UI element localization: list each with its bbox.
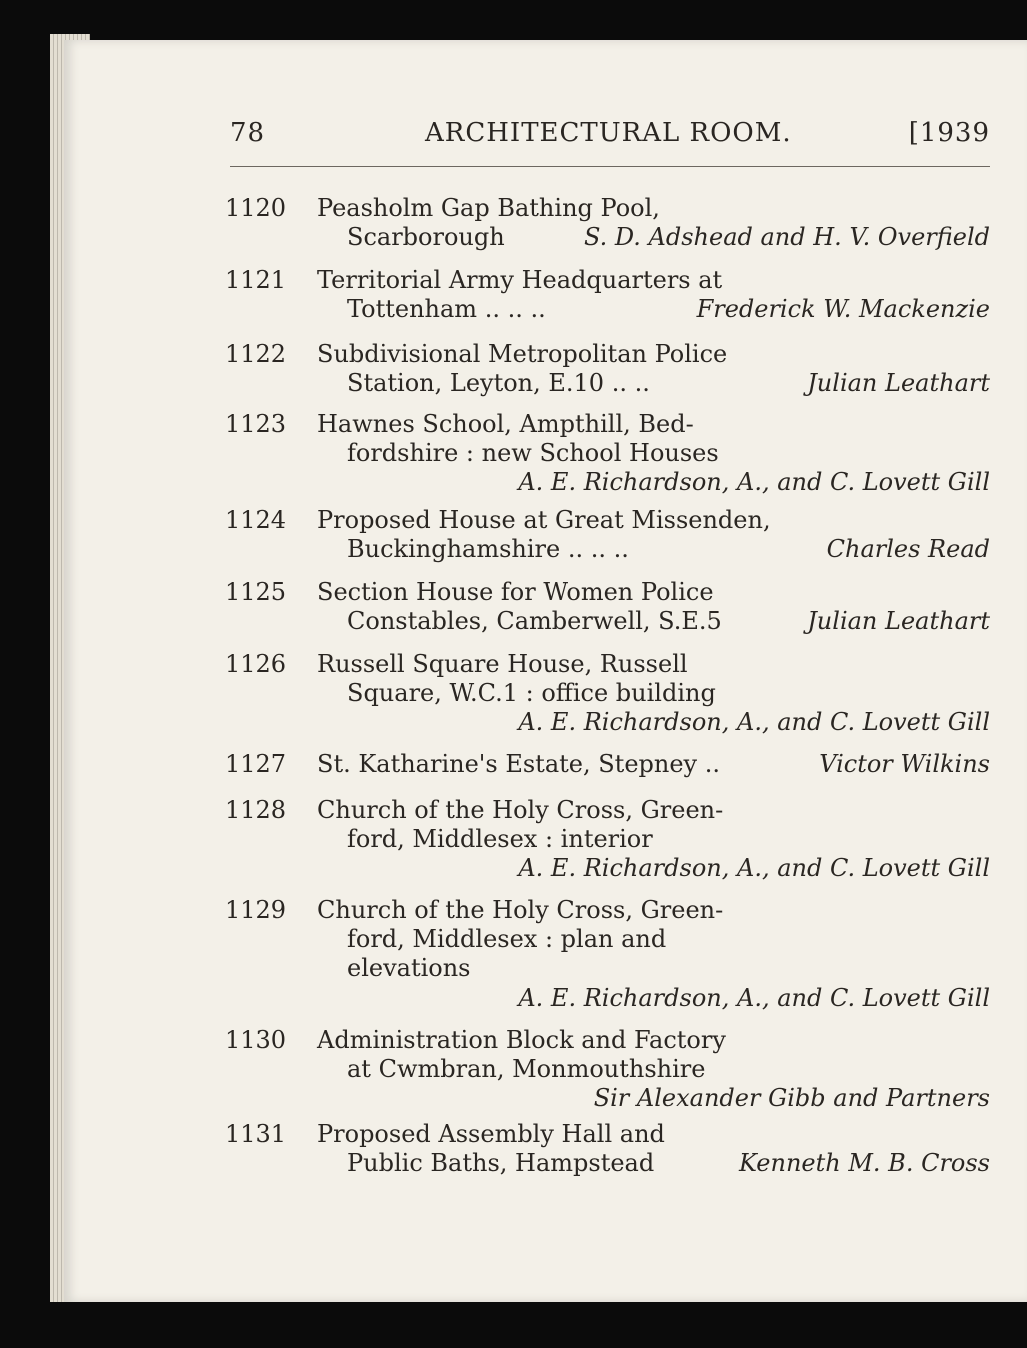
entry-description [317, 506, 777, 564]
entry-number: 1126 [225, 650, 287, 678]
entry-number: 1120 [225, 194, 287, 222]
catalogue-entry [225, 896, 990, 1014]
description-line: Section House for Women Police [317, 578, 714, 606]
entry-number: 1124 [225, 506, 287, 534]
architect-name: A. E. Richardson, A., and C. Lovett Gill [518, 468, 990, 496]
page-number: 78 [230, 118, 266, 148]
description-line: Church of the Holy Cross, Green- [317, 896, 724, 924]
description-line: Scarborough [347, 223, 505, 251]
description-line: Subdivisional Metropolitan Police [317, 340, 728, 368]
entry-number: 1121 [225, 266, 287, 294]
description-line: Church of the Holy Cross, Green- [317, 796, 724, 824]
description-line: Square, W.C.1 : office building [347, 679, 716, 707]
architect-name: Frederick W. Mackenzie [696, 295, 990, 323]
catalogue-entry [225, 1120, 990, 1180]
entry-description [317, 1120, 697, 1178]
catalogue-entry [225, 194, 990, 254]
description-line: elevations [347, 954, 471, 982]
running-header [230, 118, 990, 158]
architect-name: A. E. Richardson, A., and C. Lovett Gill [518, 854, 990, 882]
entry-description [317, 266, 757, 324]
catalogue-entry [225, 1026, 990, 1116]
entry-number: 1123 [225, 410, 287, 438]
catalogue-entry [225, 266, 990, 326]
entry-description [317, 796, 757, 854]
architect-name: A. E. Richardson, A., and C. Lovett Gill [518, 708, 990, 736]
description-line: Russell Square House, Russell [317, 650, 688, 678]
entry-number: 1128 [225, 796, 287, 824]
entry-description [317, 1026, 757, 1084]
description-line: Proposed Assembly Hall and [317, 1120, 665, 1148]
description-line: ford, Middlesex : interior [347, 825, 653, 853]
description-line: fordshire : new School Houses [347, 439, 719, 467]
architect-name: Julian Leathart [807, 369, 990, 397]
description-line: Territorial Army Headquarters at [317, 266, 723, 294]
architect-name: S. D. Adshead and H. V. Overfield [584, 223, 990, 251]
catalogue-entry [225, 506, 990, 566]
architect-name: Victor Wilkins [819, 750, 990, 778]
catalogue-entry [225, 650, 990, 740]
description-line: Tottenham .. .. .. [347, 295, 546, 323]
architect-name: A. E. Richardson, A., and C. Lovett Gill [518, 984, 990, 1012]
description-line: Proposed House at Great Missenden, [317, 506, 771, 534]
architect-name: Kenneth M. B. Cross [739, 1149, 990, 1177]
description-line: Administration Block and Factory [317, 1026, 726, 1054]
header-rule [230, 166, 990, 167]
catalogue-entry [225, 410, 990, 500]
entry-description [317, 896, 757, 983]
architect-name: Charles Read [826, 535, 990, 563]
description-line: at Cwmbran, Monmouthshire [347, 1055, 706, 1083]
catalogue-entry [225, 796, 990, 886]
description-line: Peasholm Gap Bathing Pool, [317, 194, 660, 222]
year-marker: [1939 [908, 118, 990, 148]
entry-description [317, 650, 757, 708]
architect-name: Sir Alexander Gibb and Partners [593, 1084, 990, 1112]
entry-number: 1129 [225, 896, 287, 924]
entry-description [317, 750, 757, 779]
entry-number: 1130 [225, 1026, 287, 1054]
catalogue-entry [225, 578, 990, 638]
entry-number: 1131 [225, 1120, 287, 1148]
description-line: Buckinghamshire .. .. .. [347, 535, 629, 563]
description-line: Station, Leyton, E.10 .. .. [347, 369, 650, 397]
catalogue-entry [225, 340, 990, 400]
entry-description [317, 410, 757, 468]
entry-description [317, 340, 757, 398]
description-line: Constables, Camberwell, S.E.5 [347, 607, 722, 635]
entry-number: 1127 [225, 750, 287, 778]
entry-number: 1122 [225, 340, 287, 368]
description-line: Public Baths, Hampstead [347, 1149, 655, 1177]
entry-description [317, 578, 757, 636]
description-line: Hawnes School, Ampthill, Bed- [317, 410, 694, 438]
description-line: St. Katharine's Estate, Stepney .. [317, 750, 720, 778]
description-line: ford, Middlesex : plan and [347, 925, 667, 953]
catalogue-entry [225, 750, 990, 782]
architect-name: Julian Leathart [807, 607, 990, 635]
entry-number: 1125 [225, 578, 287, 606]
page-title: ARCHITECTURAL ROOM. [425, 118, 792, 148]
